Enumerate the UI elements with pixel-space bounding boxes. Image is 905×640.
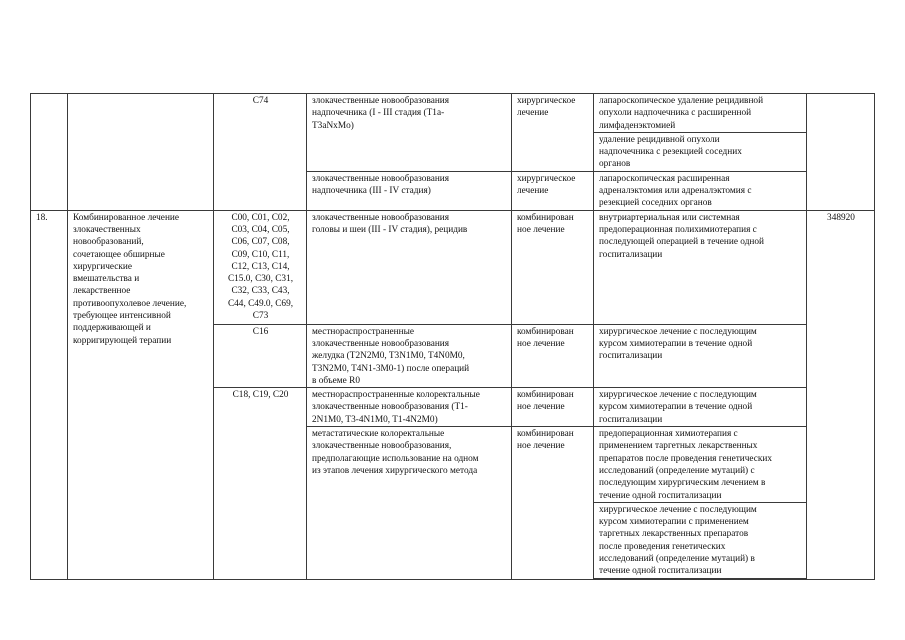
icd-codes-cell: C18, C19, C20 bbox=[214, 388, 307, 580]
treatment-type-cell: комбинирован ное лечение bbox=[512, 210, 594, 324]
treatment-method-cell: хирургическое лечение с последующим курсом химиотерапии в течение одной госпитализации bbox=[594, 324, 807, 387]
price-cell bbox=[807, 94, 875, 211]
treatment-method-cell: внутриартериальная или системная предоперационная полихимиотерапия с последующей операцией в течение одной госпитализации bbox=[594, 210, 807, 324]
treatment-method-cell: хирургическое лечение с последующим курсом химиотерапии с применением таргетных лекарственных препаратов после проведения генетических исследований (определение мутаций) в течение одной госпитализации bbox=[594, 502, 807, 578]
diagnosis-cell: злокачественные новообразования надпочечника (I - III стадия (T1a- T3aNxMo) bbox=[307, 94, 512, 172]
icd-codes-cell: C00, C01, C02, C03, C04, C05, C06, C07, C08, C09, C10, C11, C12, C13, C14, C15.0, C30, C31, C32, C33, C43, C44, C49.0, C69, C73 bbox=[214, 210, 307, 324]
diagnosis-cell: метастатические колоректальные злокачественные новообразования, предполагающие использование на одном из этапов лечения хирургического метода bbox=[307, 427, 512, 580]
treatment-method-cell: удаление рецидивной опухоли надпочечника с резекцией соседних органов bbox=[594, 132, 807, 171]
diagnosis-cell: местнораспространенные злокачественные новообразования желудка (T2N2M0, T3N1M0, T4N0M0, T3N2M0, T4N1-3M0-1) после операций в объеме R0 bbox=[307, 324, 512, 387]
treatment-type-cell: комбинирован ное лечение bbox=[512, 427, 594, 580]
row-number-cell: 18. bbox=[31, 210, 68, 579]
treatment-type-cell: хирургическое лечение bbox=[512, 171, 594, 210]
table-row bbox=[31, 210, 875, 324]
treatment-method-cell: лапароскопическая расширенная адреналэктомия или адреналэктомия с резекцией соседних органов bbox=[594, 171, 807, 210]
row-number-cell bbox=[31, 94, 68, 211]
treatment-method-cell: предоперационная химиотерапия с применением таргетных лекарственных препаратов после проведения генетических исследований (определение мутаций) с последующим хирургическим лечением в течение одной госпитализации bbox=[594, 427, 807, 503]
icd-codes-cell: C74 bbox=[214, 94, 307, 211]
price-cell: 348920 bbox=[807, 210, 875, 579]
icd-codes-cell: C16 bbox=[214, 324, 307, 387]
diagnosis-cell: злокачественные новообразования головы и шеи (III - IV стадия), рецидив bbox=[307, 210, 512, 324]
treatment-method-cell: лапароскопическое удаление рецидивной опухоли надпочечника с расширенной лимфаденэктомией bbox=[594, 94, 807, 133]
medical-care-table bbox=[30, 93, 875, 580]
treatment-type-cell: комбинирован ное лечение bbox=[512, 388, 594, 427]
treatment-type-cell: хирургическое лечение bbox=[512, 94, 594, 172]
treatment-method-cell: хирургическое лечение с последующим курсом химиотерапии в течение одной госпитализации bbox=[594, 388, 807, 427]
spacer-cell bbox=[594, 578, 807, 579]
care-type-cell bbox=[68, 94, 214, 211]
diagnosis-cell: злокачественные новообразования надпочечника (III - IV стадия) bbox=[307, 171, 512, 210]
table-row bbox=[31, 94, 875, 133]
treatment-type-cell: комбинирован ное лечение bbox=[512, 324, 594, 387]
diagnosis-cell: местнораспространенные колоректальные злокачественные новообразования (T1- 2N1M0, T3-4N1M0, T1-4N2M0) bbox=[307, 388, 512, 427]
care-type-cell: Комбинированное лечение злокачественных новообразований, сочетающее обширные хирургические вмешательства и лекарственное противоопухолевое лечение, требующее интенсивной поддерживающей и корригирующей терапии bbox=[68, 210, 214, 579]
